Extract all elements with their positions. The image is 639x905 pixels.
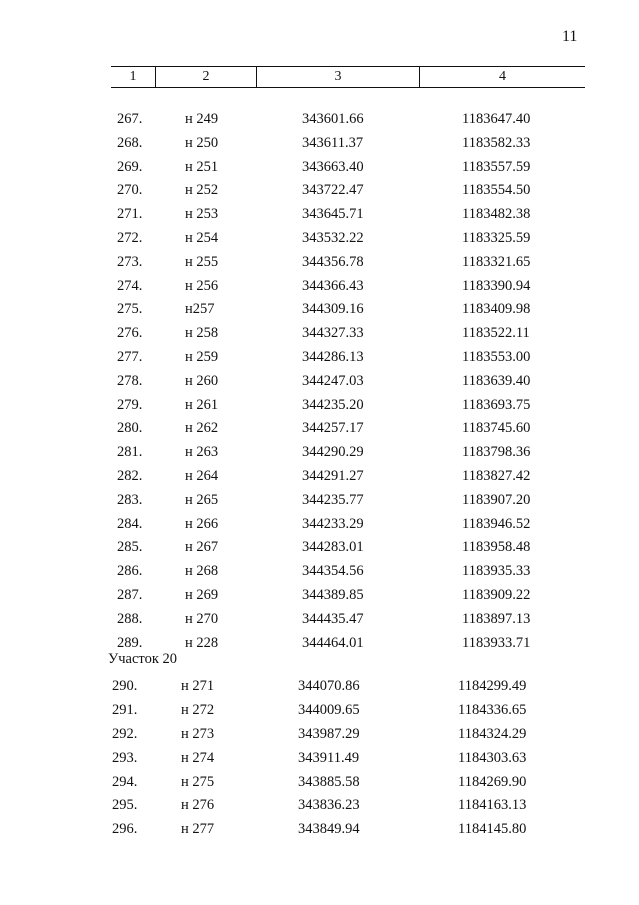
coordinate-y: 1184324.29 — [458, 725, 527, 742]
column-header-3: 3 — [256, 67, 419, 87]
table-row — [0, 252, 639, 276]
coordinates-table-body — [0, 109, 639, 843]
coordinate-y: 1183827.42 — [462, 467, 531, 484]
row-number: 272. — [117, 229, 143, 246]
row-number: 289. — [117, 634, 143, 651]
table-row — [0, 490, 639, 514]
coordinate-x: 344070.86 — [298, 678, 360, 695]
coordinate-x: 343611.37 — [302, 134, 364, 151]
point-name: н 265 — [185, 491, 219, 508]
point-name: н 261 — [185, 396, 219, 413]
coordinate-x: 344356.78 — [302, 253, 364, 270]
table-row — [0, 700, 639, 724]
row-number: 296. — [112, 821, 138, 838]
coordinate-y: 1184145.80 — [458, 821, 527, 838]
table-row — [0, 157, 639, 181]
row-number: 268. — [117, 134, 143, 151]
point-name: н 277 — [181, 821, 215, 838]
section-heading — [0, 651, 639, 676]
table-row — [0, 795, 639, 819]
coordinate-x: 344235.20 — [302, 396, 364, 413]
point-name: н 251 — [185, 158, 219, 175]
coordinate-x: 343885.58 — [298, 773, 360, 790]
point-name: н 273 — [181, 725, 215, 742]
point-name: н 263 — [185, 444, 219, 461]
coordinate-y: 1183933.71 — [462, 634, 531, 651]
table-row — [0, 371, 639, 395]
table-row — [0, 323, 639, 347]
point-name: н 274 — [181, 749, 215, 766]
row-number: 285. — [117, 539, 143, 556]
coordinate-x: 344354.56 — [302, 563, 364, 580]
row-number: 267. — [117, 111, 143, 127]
row-number: 277. — [117, 348, 143, 365]
coordinate-x: 344366.43 — [302, 277, 364, 294]
coordinate-y: 1183693.75 — [462, 396, 531, 413]
coordinate-x: 343532.22 — [302, 229, 364, 246]
coordinate-x: 343663.40 — [302, 158, 364, 175]
table-row — [0, 109, 639, 133]
table-row — [0, 204, 639, 228]
table-row — [0, 228, 639, 252]
coordinate-y: 1184269.90 — [458, 773, 527, 790]
coordinate-x: 344286.13 — [302, 348, 364, 365]
point-name: н 264 — [185, 467, 219, 484]
table-row — [0, 442, 639, 466]
coordinate-y: 1183390.94 — [462, 277, 531, 294]
point-name: н 250 — [185, 134, 219, 151]
row-number: 280. — [117, 420, 143, 437]
coordinate-y: 1183582.33 — [462, 134, 531, 151]
row-number: 286. — [117, 563, 143, 580]
point-name: н 253 — [185, 206, 219, 223]
row-number: 269. — [117, 158, 143, 175]
row-number: 292. — [112, 725, 138, 742]
row-number: 282. — [117, 467, 143, 484]
coordinate-y: 1183522.11 — [462, 325, 530, 342]
coordinate-y: 1184163.13 — [458, 797, 527, 814]
row-number: 295. — [112, 797, 138, 814]
point-name: н 255 — [185, 253, 219, 270]
table-row — [0, 772, 639, 796]
row-number: 291. — [112, 702, 138, 719]
table-row — [0, 347, 639, 371]
row-number: 284. — [117, 515, 143, 532]
coordinate-x: 344464.01 — [302, 634, 364, 651]
coordinate-x: 343722.47 — [302, 182, 364, 199]
coordinate-x: 344009.65 — [298, 702, 360, 719]
coordinate-y: 1183798.36 — [462, 444, 531, 461]
table-row — [0, 466, 639, 490]
point-name: н 267 — [185, 539, 219, 556]
coordinate-x: 344309.16 — [302, 301, 364, 318]
table-header — [111, 66, 585, 88]
coordinate-y: 1183557.59 — [462, 158, 531, 175]
row-number: 294. — [112, 773, 138, 790]
coordinate-y: 1183958.48 — [462, 539, 531, 556]
row-number: 287. — [117, 586, 143, 603]
row-number: 276. — [117, 325, 143, 342]
coordinate-y: 1183639.40 — [462, 372, 531, 389]
coordinate-x: 343911.49 — [298, 749, 360, 766]
page-number: 11 — [562, 28, 578, 45]
coordinate-x: 344389.85 — [302, 586, 364, 603]
point-name: н 276 — [181, 797, 215, 814]
row-number: 279. — [117, 396, 143, 413]
coordinate-y: 1183554.50 — [462, 182, 531, 199]
coordinate-x: 344291.27 — [302, 467, 364, 484]
row-number: 278. — [117, 372, 143, 389]
coordinate-y: 1183321.65 — [462, 253, 531, 270]
point-name: н 258 — [185, 325, 219, 342]
coordinate-x: 344247.03 — [302, 372, 364, 389]
coordinate-y: 1183409.98 — [462, 301, 531, 318]
row-number: 288. — [117, 610, 143, 627]
table-row — [0, 819, 639, 843]
point-name: н 275 — [181, 773, 215, 790]
coordinate-x: 344283.01 — [302, 539, 364, 556]
coordinate-y: 1183745.60 — [462, 420, 531, 437]
coordinate-y: 1183897.13 — [462, 610, 531, 627]
coordinate-y: 1183946.52 — [462, 515, 531, 532]
table-row — [0, 633, 639, 657]
table-row — [0, 748, 639, 772]
point-name: н 254 — [185, 229, 219, 246]
coordinate-x: 344327.33 — [302, 325, 364, 342]
coordinate-x: 343987.29 — [298, 725, 360, 742]
table-row — [0, 561, 639, 585]
point-name: н 259 — [185, 348, 219, 365]
point-name: н 270 — [185, 610, 219, 627]
point-name: н 256 — [185, 277, 219, 294]
point-name: н 252 — [185, 182, 219, 199]
row-number: 293. — [112, 749, 138, 766]
point-name: н 249 — [185, 111, 219, 127]
coordinate-x: 344233.29 — [302, 515, 364, 532]
table-row — [0, 133, 639, 157]
table-row — [0, 514, 639, 538]
column-header-2: 2 — [155, 67, 256, 87]
coordinate-y: 1183553.00 — [462, 348, 531, 365]
table-row — [0, 418, 639, 442]
table-row — [0, 180, 639, 204]
coordinate-y: 1183482.38 — [462, 206, 531, 223]
row-number: 290. — [112, 678, 138, 695]
row-number: 271. — [117, 206, 143, 223]
table-row — [0, 537, 639, 561]
table-row — [0, 724, 639, 748]
coordinate-y: 1184303.63 — [458, 749, 527, 766]
coordinate-y: 1183325.59 — [462, 229, 531, 246]
coordinate-y: 1183909.22 — [462, 586, 531, 603]
row-number: 273. — [117, 253, 143, 270]
coordinate-y: 1183935.33 — [462, 563, 531, 580]
table-row — [0, 676, 639, 700]
coordinate-x: 344235.77 — [302, 491, 364, 508]
coordinate-y: 1183647.40 — [462, 111, 531, 127]
coordinate-x: 344257.17 — [302, 420, 364, 437]
table-row — [0, 585, 639, 609]
section-label: Участок 20 — [108, 651, 177, 668]
table-row — [0, 276, 639, 300]
coordinate-x: 343849.94 — [298, 821, 360, 838]
point-name: н 268 — [185, 563, 219, 580]
coordinate-x: 343601.66 — [302, 111, 364, 127]
coordinate-y: 1184299.49 — [458, 678, 527, 695]
coordinate-x: 343645.71 — [302, 206, 364, 223]
table-row — [0, 609, 639, 633]
point-name: н 228 — [185, 634, 219, 651]
point-name: н257 — [185, 301, 215, 318]
point-name: н 260 — [185, 372, 219, 389]
row-number: 274. — [117, 277, 143, 294]
coordinate-x: 343836.23 — [298, 797, 360, 814]
column-header-4: 4 — [419, 67, 585, 87]
point-name: н 272 — [181, 702, 215, 719]
point-name: н 271 — [181, 678, 215, 695]
point-name: н 269 — [185, 586, 219, 603]
coordinate-x: 344290.29 — [302, 444, 364, 461]
point-name: н 262 — [185, 420, 219, 437]
row-number: 281. — [117, 444, 143, 461]
point-name: н 266 — [185, 515, 219, 532]
coordinate-y: 1183907.20 — [462, 491, 531, 508]
table-row — [0, 395, 639, 419]
row-number: 283. — [117, 491, 143, 508]
column-header-1: 1 — [129, 69, 137, 84]
row-number: 275. — [117, 301, 143, 318]
coordinate-x: 344435.47 — [302, 610, 364, 627]
table-row — [0, 299, 639, 323]
row-number: 270. — [117, 182, 143, 199]
coordinate-y: 1184336.65 — [458, 702, 527, 719]
